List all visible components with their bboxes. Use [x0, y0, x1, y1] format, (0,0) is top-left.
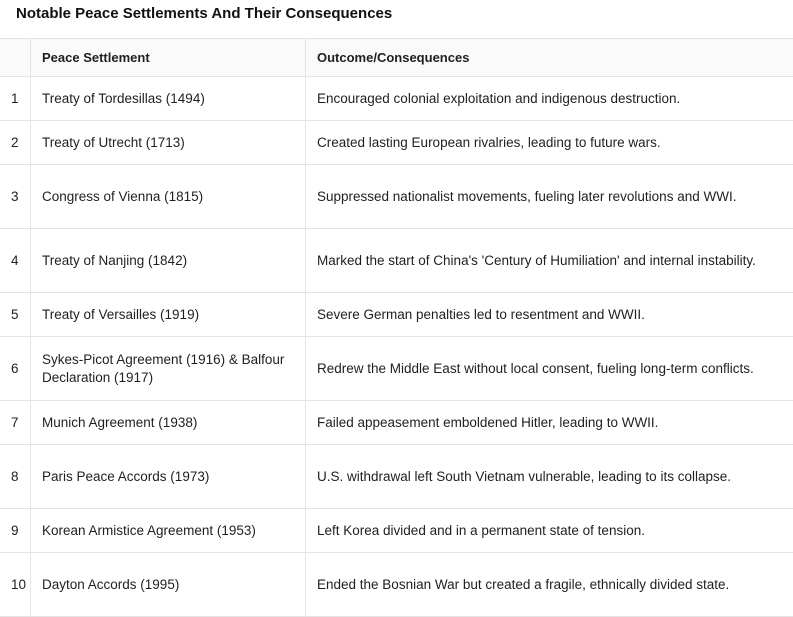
row-index: 10 [0, 553, 31, 616]
settlement-cell: Treaty of Utrecht (1713) [31, 121, 306, 164]
header-outcome-consequences[interactable]: Outcome/Consequences [317, 49, 470, 65]
settlement-cell: Dayton Accords (1995) [31, 553, 306, 616]
settlement-cell: Korean Armistice Agreement (1953) [31, 509, 306, 552]
row-index: 3 [0, 165, 31, 228]
settlement-cell: Treaty of Versailles (1919) [31, 293, 306, 336]
outcome-cell: Marked the start of China's 'Century of Humiliation' and internal instability. [317, 252, 756, 268]
settlements-table [0, 38, 793, 617]
outcome-cell: Encouraged colonial exploitation and indigenous destruction. [317, 90, 681, 106]
row-index: 9 [0, 509, 31, 552]
outcome-cell: Created lasting European rivalries, leading to future wars. [317, 134, 661, 150]
outcome-cell: Severe German penalties led to resentment and WWII. [317, 306, 645, 322]
settlement-cell: Congress of Vienna (1815) [31, 165, 306, 228]
outcome-cell: U.S. withdrawal left South Vietnam vulnerable, leading to its collapse. [317, 468, 731, 484]
table-row [0, 77, 793, 121]
row-index: 8 [0, 445, 31, 508]
settlement-cell: Treaty of Tordesillas (1494) [31, 77, 306, 120]
row-index: 4 [0, 229, 31, 292]
row-index: 6 [0, 337, 31, 400]
table-row [0, 337, 793, 401]
settlement-cell: Treaty of Nanjing (1842) [31, 229, 306, 292]
row-index: 1 [0, 77, 31, 120]
table-row [0, 509, 793, 553]
outcome-cell: Left Korea divided and in a permanent state of tension. [317, 522, 645, 538]
table-row [0, 401, 793, 445]
table-row [0, 445, 793, 509]
outcome-cell: Suppressed nationalist movements, fueling later revolutions and WWI. [317, 188, 737, 204]
outcome-cell: Ended the Bosnian War but created a fragile, ethnically divided state. [317, 576, 730, 592]
row-index: 5 [0, 293, 31, 336]
table-row [0, 121, 793, 165]
header-index [0, 39, 31, 76]
header-peace-settlement[interactable]: Peace Settlement [31, 39, 306, 76]
settlement-cell: Munich Agreement (1938) [31, 401, 306, 444]
settlement-cell: Sykes-Picot Agreement (1916) & Balfour Declaration (1917) [31, 337, 306, 400]
table-row [0, 165, 793, 229]
outcome-cell: Failed appeasement emboldened Hitler, leading to WWII. [317, 414, 659, 430]
table-row [0, 553, 793, 617]
table-row [0, 293, 793, 337]
table-header-row [0, 39, 793, 77]
table-row [0, 229, 793, 293]
settlement-cell: Paris Peace Accords (1973) [31, 445, 306, 508]
row-index: 7 [0, 401, 31, 444]
table-title: Notable Peace Settlements And Their Consequences [16, 5, 393, 22]
outcome-cell: Redrew the Middle East without local consent, fueling long-term conflicts. [317, 360, 754, 376]
row-index: 2 [0, 121, 31, 164]
